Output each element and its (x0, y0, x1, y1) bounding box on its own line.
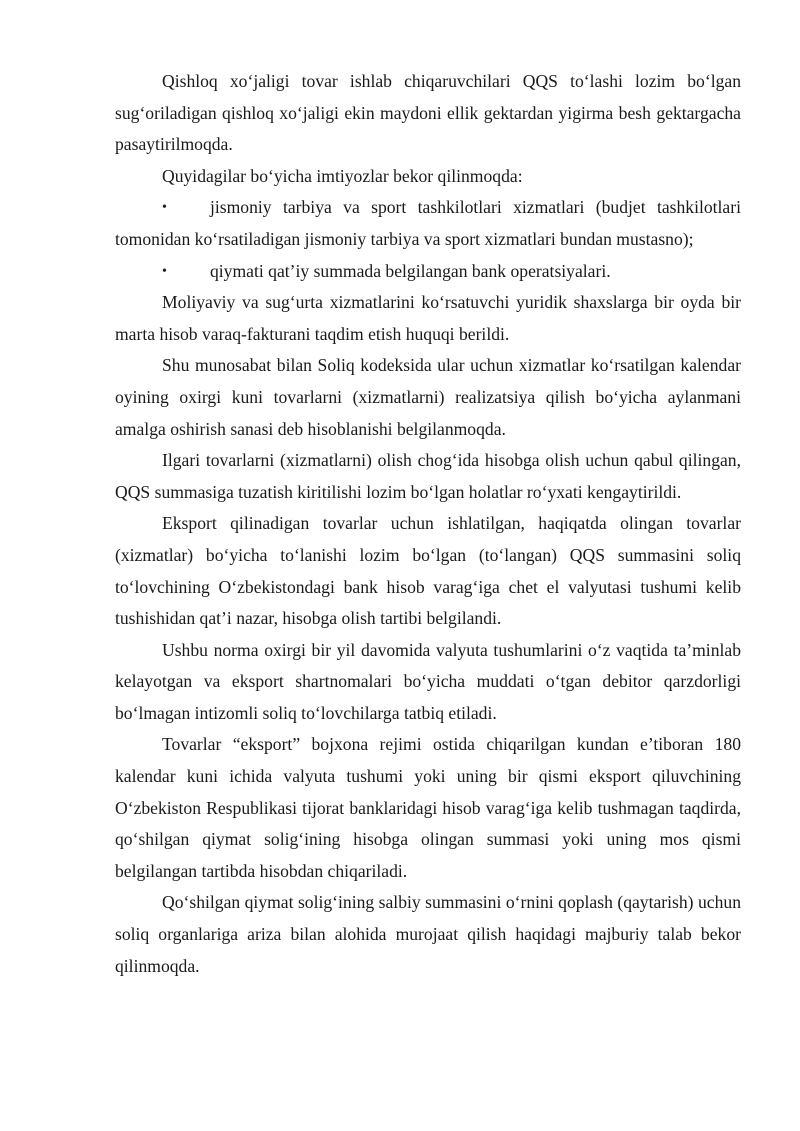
paragraph: Tovarlar “eksport” bojxona rejimi ostida chiqarilgan kundan e’tiboran 180 kalendar kuni ichida valyuta tushumi yoki uning bir qismi eksport qiluvchining O‘zbekiston Respublikasi tijorat banklaridagi hisob varag‘iga kelib tushmagan taqdirda, qo‘shilgan qiymat solig‘ining hisobga olingan summasi yoki uning mos qismi belgilangan tartibda hisobdan chiqariladi. (115, 734, 741, 881)
bullet-marker: • (162, 263, 167, 279)
paragraph: Quyidagilar bo‘yicha imtiyozlar bekor qilinmoqda: (162, 165, 523, 186)
bullet-text: jismoniy tarbiya va sport tashkilotlari xizmatlari (budjet tashkilotlari tomonidan ko‘rsatiladigan jismoniy tarbiya va sport xizmatlari bundan mustasno); (115, 197, 741, 249)
document-body (115, 66, 741, 982)
paragraph: Eksport qilinadigan tovarlar uchun ishlatilgan, haqiqatda olingan tovarlar (xizmatlar) bo‘yicha to‘lanishi lozim bo‘lgan (to‘langan) QQS summasini soliq to‘lovchining O‘zbekistondagi bank hisob varag‘iga chet el valyutasi tushumi kelib tushishidan qat’i nazar, hisobga olish tartibi belgilandi. (115, 513, 741, 629)
paragraph: Moliyaviy va sug‘urta xizmatlarini ko‘rsatuvchi yuridik shaxslarga bir oyda bir marta hisob varaq-fakturani taqdim etish huquqi berildi. (115, 292, 741, 344)
paragraph: Shu munosabat bilan Soliq kodeksida ular uchun xizmatlar ko‘rsatilgan kalendar oyining oxirgi kuni tovarlarni (xizmatlarni) realizatsiya qilish bo‘yicha aylanmani amalga oshirish sanasi deb hisoblanishi belgilanmoqda. (115, 355, 741, 439)
bullet-item (115, 256, 741, 288)
paragraph: Ushbu norma oxirgi bir yil davomida valyuta tushumlarini o‘z vaqtida ta’minlab kelayotgan va eksport shartnomalari bo‘yicha muddati o‘tgan debitor qarzdorligi bo‘lmagan intizomli soliq to‘lovchilarga tatbiq etiladi. (115, 639, 741, 723)
paragraph: Qishloq xo‘jaligi tovar ishlab chiqaruvchilari QQS to‘lashi lozim bo‘lgan sug‘oriladigan qishloq xo‘jaligi ekin maydoni ellik gektardan yigirma besh gektargacha pasaytirilmoqda. (115, 71, 741, 155)
paragraph: Qo‘shilgan qiymat solig‘ining salbiy summasini o‘rnini qoplash (qaytarish) uchun soliq organlariga ariza bilan alohida murojaat qilish haqidagi majburiy talab bekor qilinmoqda. (115, 892, 741, 976)
bullet-text: qiymati qat’iy summada belgilangan bank operatsiyalari. (210, 260, 611, 281)
bullet-marker: • (162, 200, 167, 216)
bullet-item (115, 192, 741, 255)
paragraph: Ilgari tovarlarni (xizmatlarni) olish chog‘ida hisobga olish uchun qabul qilingan, QQS summasiga tuzatish kiritilishi lozim bo‘lgan holatlar ro‘yxati kengaytirildi. (115, 450, 741, 502)
